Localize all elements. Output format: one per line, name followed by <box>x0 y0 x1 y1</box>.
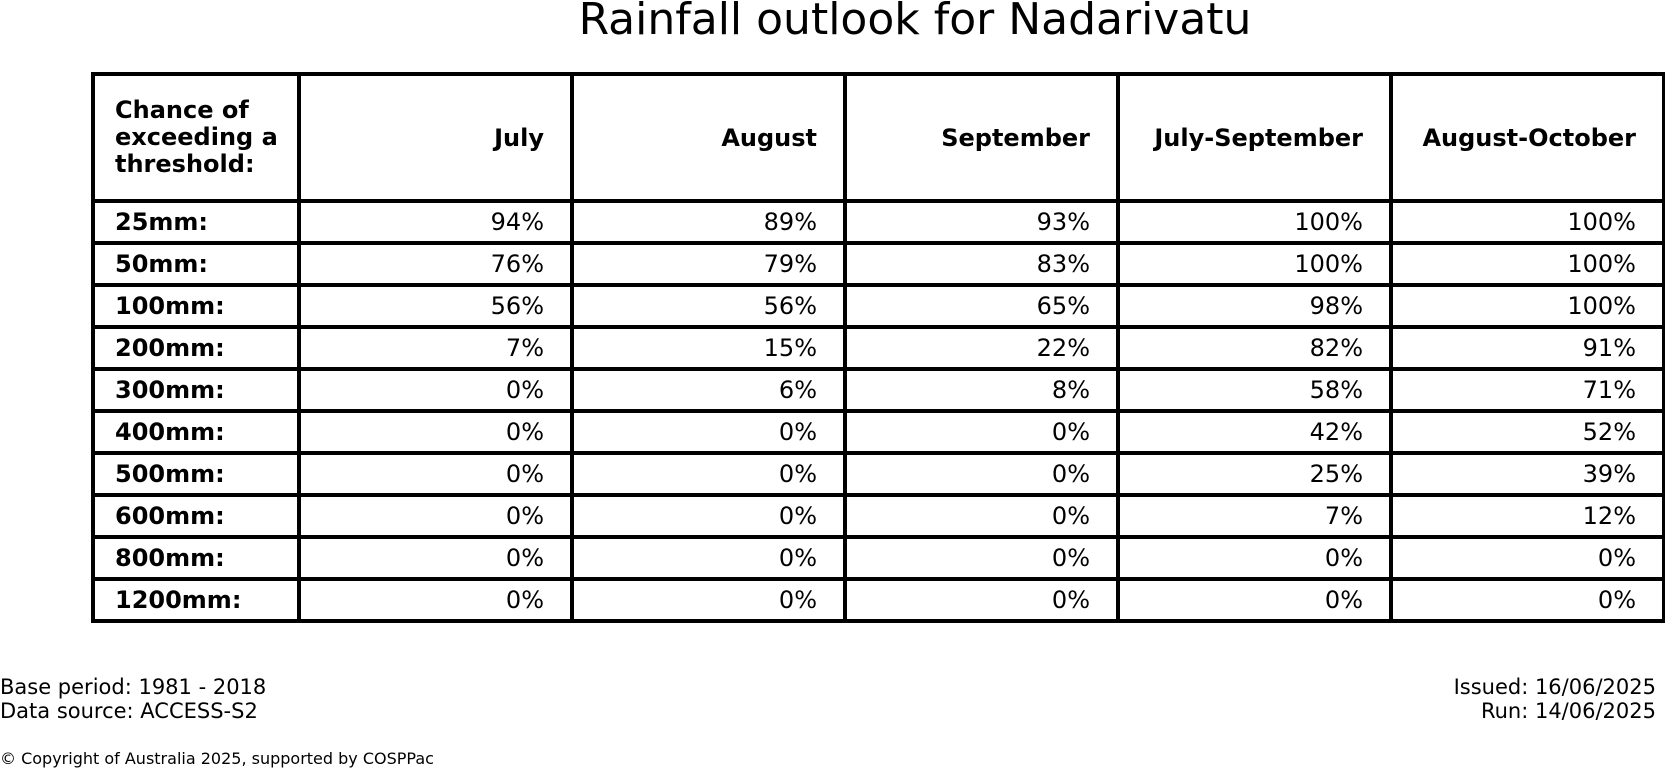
probability-cell: 100% <box>1118 201 1391 243</box>
data-source: Data source: ACCESS-S2 <box>0 699 258 723</box>
probability-cell: 71% <box>1391 369 1664 411</box>
probability-cell: 94% <box>299 201 572 243</box>
probability-cell: 15% <box>572 327 845 369</box>
threshold-label: 600mm: <box>93 495 299 537</box>
corner-header: Chance of exceeding a threshold: <box>93 74 299 201</box>
probability-cell: 82% <box>1118 327 1391 369</box>
probability-cell: 7% <box>1118 495 1391 537</box>
table-row <box>93 243 1664 285</box>
probability-cell: 56% <box>299 285 572 327</box>
probability-cell: 0% <box>572 411 845 453</box>
probability-cell: 22% <box>845 327 1118 369</box>
probability-cell: 0% <box>845 453 1118 495</box>
probability-cell: 93% <box>845 201 1118 243</box>
run-date: Run: 14/06/2025 <box>1480 699 1656 723</box>
probability-cell: 0% <box>845 495 1118 537</box>
column-header: July-September <box>1118 74 1391 201</box>
table-row <box>93 579 1664 621</box>
issued-date: Issued: 16/06/2025 <box>1453 675 1656 699</box>
probability-cell: 0% <box>845 537 1118 579</box>
probability-cell: 98% <box>1118 285 1391 327</box>
probability-cell: 0% <box>1391 579 1664 621</box>
column-header: August-October <box>1391 74 1664 201</box>
probability-cell: 0% <box>1118 537 1391 579</box>
threshold-label: 500mm: <box>93 453 299 495</box>
footer-left <box>0 675 266 723</box>
threshold-label: 100mm: <box>93 285 299 327</box>
probability-cell: 56% <box>572 285 845 327</box>
probability-cell: 100% <box>1391 243 1664 285</box>
copyright-notice: © Copyright of Australia 2025, supported by COSPPac <box>0 749 434 768</box>
probability-cell: 52% <box>1391 411 1664 453</box>
probability-cell: 25% <box>1118 453 1391 495</box>
probability-cell: 0% <box>299 537 572 579</box>
rainfall-outlook-table <box>91 72 1665 623</box>
probability-cell: 0% <box>299 453 572 495</box>
probability-cell: 42% <box>1118 411 1391 453</box>
threshold-label: 400mm: <box>93 411 299 453</box>
probability-cell: 0% <box>572 537 845 579</box>
probability-cell: 79% <box>572 243 845 285</box>
probability-cell: 0% <box>572 579 845 621</box>
probability-cell: 100% <box>1391 285 1664 327</box>
probability-cell: 91% <box>1391 327 1664 369</box>
table-body <box>93 201 1664 621</box>
table-row <box>93 327 1664 369</box>
probability-cell: 89% <box>572 201 845 243</box>
chart-title: Rainfall outlook for Nadarivatu <box>578 0 1252 45</box>
probability-cell: 8% <box>845 369 1118 411</box>
probability-cell: 39% <box>1391 453 1664 495</box>
probability-cell: 6% <box>572 369 845 411</box>
probability-cell: 100% <box>1391 201 1664 243</box>
probability-cell: 65% <box>845 285 1118 327</box>
column-header: August <box>572 74 845 201</box>
base-period: Base period: 1981 - 2018 <box>0 675 267 699</box>
probability-cell: 0% <box>572 495 845 537</box>
table-row <box>93 453 1664 495</box>
probability-cell: 0% <box>845 411 1118 453</box>
probability-cell: 12% <box>1391 495 1664 537</box>
probability-cell: 0% <box>1391 537 1664 579</box>
probability-cell: 0% <box>1118 579 1391 621</box>
table-row <box>93 411 1664 453</box>
threshold-label: 1200mm: <box>93 579 299 621</box>
probability-cell: 0% <box>299 495 572 537</box>
probability-cell: 0% <box>299 579 572 621</box>
probability-cell: 0% <box>299 369 572 411</box>
probability-cell: 76% <box>299 243 572 285</box>
table-row <box>93 285 1664 327</box>
threshold-label: 800mm: <box>93 537 299 579</box>
probability-cell: 7% <box>299 327 572 369</box>
column-header: July <box>299 74 572 201</box>
table-row <box>93 369 1664 411</box>
threshold-label: 50mm: <box>93 243 299 285</box>
table-row <box>93 495 1664 537</box>
table-header-row <box>93 74 1664 201</box>
probability-cell: 100% <box>1118 243 1391 285</box>
probability-cell: 0% <box>845 579 1118 621</box>
column-header: September <box>845 74 1118 201</box>
threshold-label: 300mm: <box>93 369 299 411</box>
probability-cell: 58% <box>1118 369 1391 411</box>
table-row <box>93 201 1664 243</box>
footer-right <box>1454 675 1656 723</box>
probability-cell: 0% <box>572 453 845 495</box>
threshold-label: 200mm: <box>93 327 299 369</box>
probability-cell: 83% <box>845 243 1118 285</box>
table-row <box>93 537 1664 579</box>
threshold-label: 25mm: <box>93 201 299 243</box>
probability-cell: 0% <box>299 411 572 453</box>
